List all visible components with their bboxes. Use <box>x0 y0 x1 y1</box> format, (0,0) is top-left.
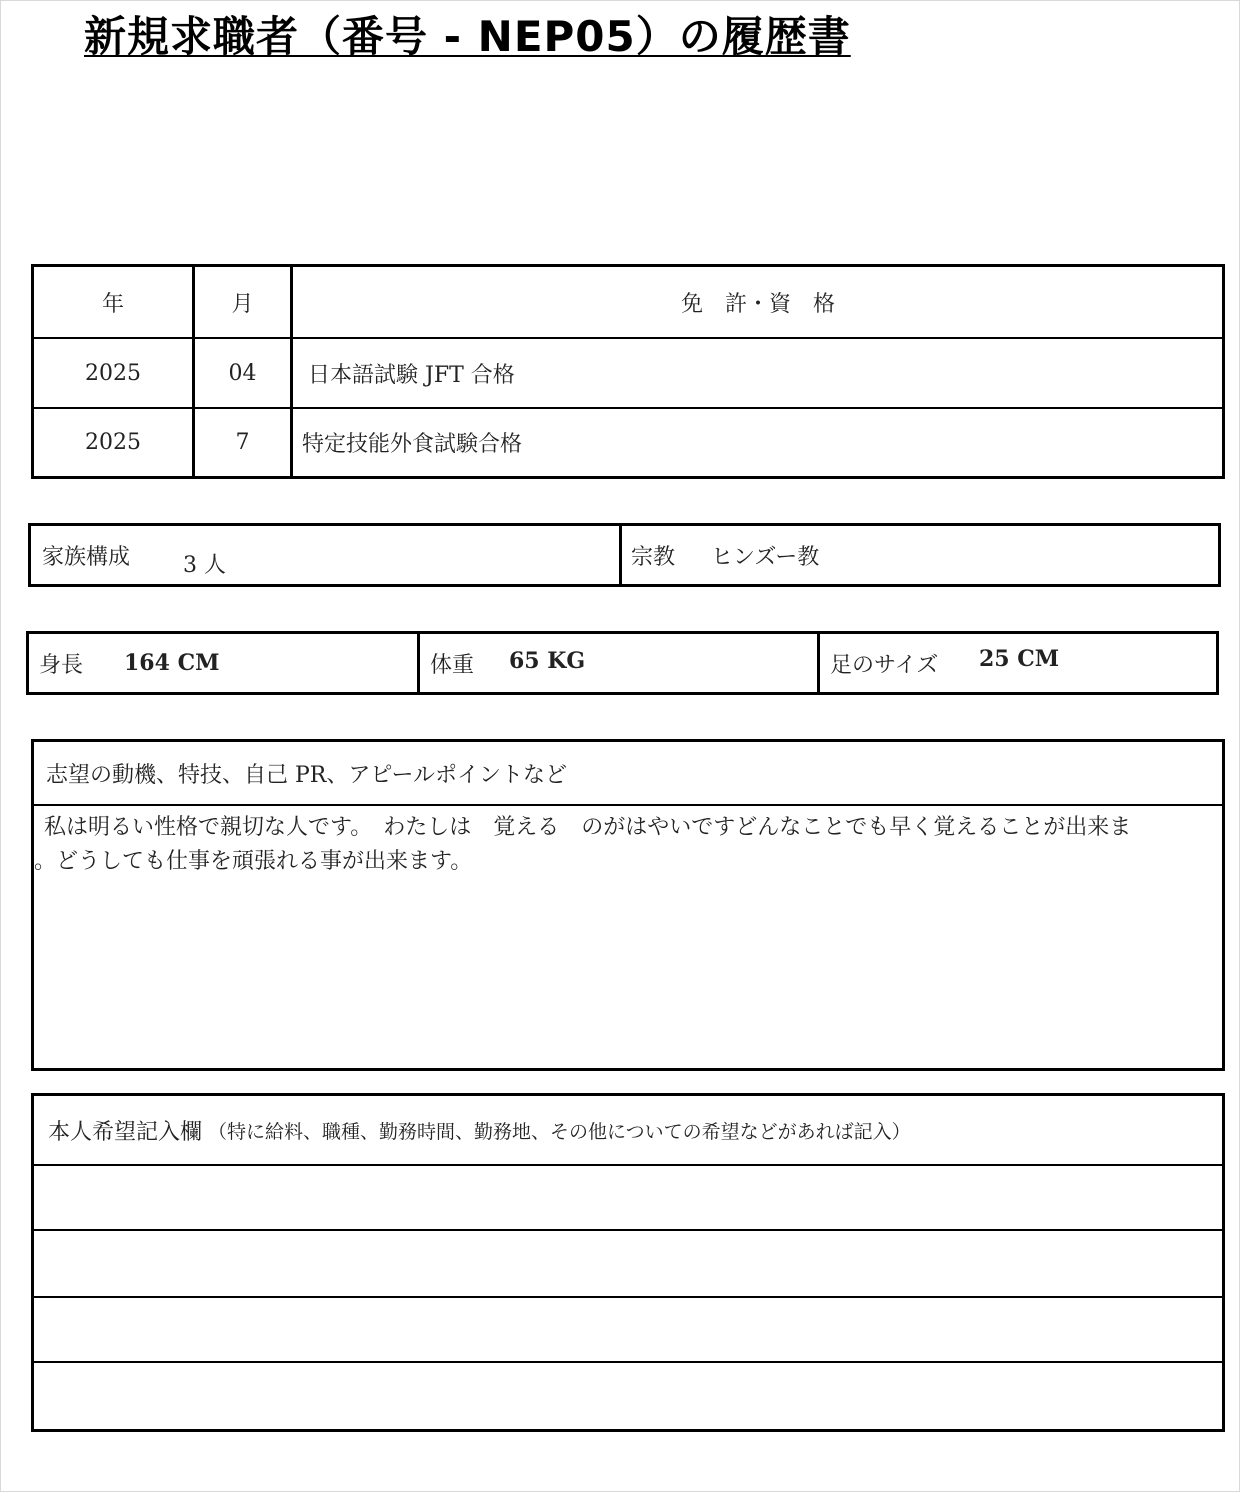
qualifications-table <box>31 264 1225 479</box>
row1-year: 2025 <box>85 360 141 386</box>
motivation-label: 志望の動機、特技、自己 PR、アピールポイントなど <box>46 762 568 788</box>
religion-value: ヒンズー教 <box>711 544 820 570</box>
weight-value: 65 KG <box>509 648 586 674</box>
wishes-entry-row[interactable] <box>34 1363 1222 1429</box>
header-year: 年 <box>101 291 124 317</box>
wishes-entry-row[interactable] <box>34 1298 1222 1361</box>
wishes-label-main: 本人希望記入欄 <box>48 1119 203 1145</box>
wishes-label-note: （特に給料、職種、勤務時間、勤務地、その他についての希望などがあれば記入） <box>208 1120 911 1143</box>
motivation-text-line1: 私は明るい性格で親切な人です。 わたしは 覚える のがはやいですどんなことでも早く覚えることが出来ま <box>44 814 1132 840</box>
row2-year: 2025 <box>85 429 141 455</box>
weight-label: 体重 <box>430 652 475 678</box>
height-value: 164 CM <box>124 650 220 676</box>
foot-value: 25 CM <box>979 646 1060 672</box>
row2-license: 特定技能外食試験合格 <box>302 431 523 457</box>
motivation-text-line2: 。どうしても仕事を頑張れる事が出来ます。 <box>34 848 473 874</box>
row2-month: 7 <box>235 429 250 455</box>
motivation-box <box>31 739 1225 1071</box>
religion-label: 宗教 <box>631 544 676 570</box>
page-title: 新規求職者（番号 - NEP05）の履歴書 <box>84 12 851 61</box>
family-religion-box <box>28 523 1221 587</box>
wishes-label <box>48 1096 911 1164</box>
height-label: 身長 <box>39 652 84 678</box>
row1-month: 04 <box>228 360 257 386</box>
body-measurements-box <box>26 631 1219 695</box>
header-license: 免 許・資 格 <box>680 291 835 317</box>
wishes-entry-row[interactable] <box>34 1166 1222 1229</box>
wishes-entry-row[interactable] <box>34 1231 1222 1296</box>
foot-label: 足のサイズ <box>830 652 939 678</box>
header-month: 月 <box>231 291 254 317</box>
row1-license: 日本語試験 JFT 合格 <box>308 362 515 388</box>
family-label: 家族構成 <box>42 544 131 570</box>
family-value: 3 人 <box>183 552 226 578</box>
wishes-box <box>31 1093 1225 1432</box>
